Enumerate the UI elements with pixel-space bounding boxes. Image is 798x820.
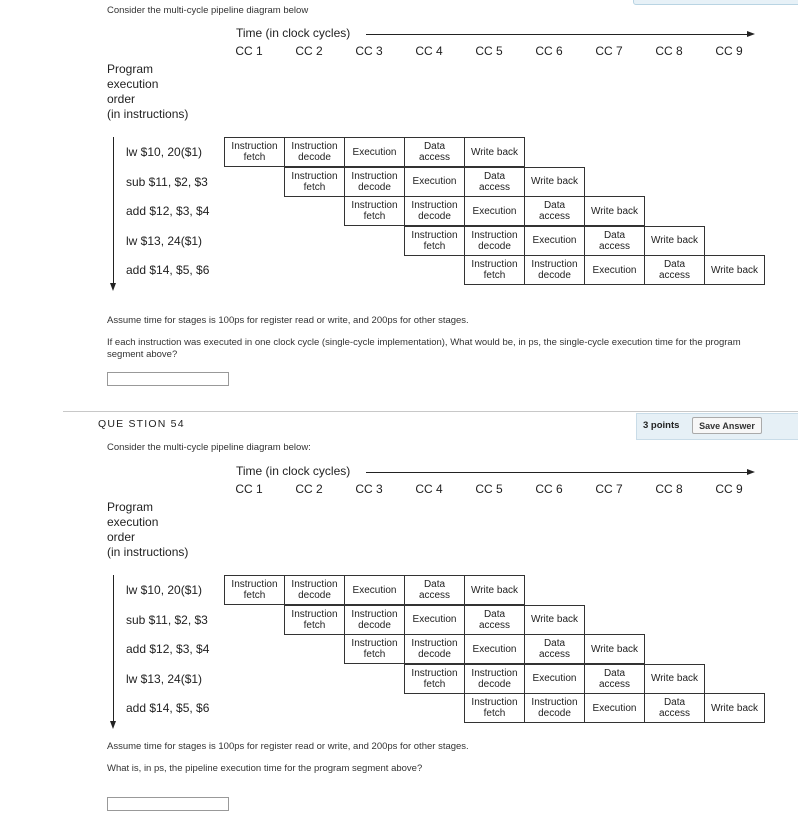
- stage-text-line: fetch: [423, 678, 446, 690]
- cycle-label: CC 9: [715, 44, 743, 58]
- pipeline-stage-cell: [464, 575, 525, 605]
- pipeline-stage-cell: [404, 137, 465, 167]
- program-order-label: (in instructions): [107, 107, 189, 121]
- q54-answer-input[interactable]: [107, 797, 229, 811]
- stage-text-line: fetch: [363, 211, 386, 222]
- question-title: QUE STION 54: [98, 418, 185, 430]
- stage-text: [531, 176, 578, 187]
- pipeline-stage-cell: [524, 255, 585, 285]
- pipeline-diagram-1: [0, 25, 798, 325]
- cycle-label: CC 9: [715, 482, 743, 496]
- order-axis-line: [113, 137, 114, 285]
- stage-text: [471, 259, 517, 281]
- program-order-label: Program: [107, 500, 154, 514]
- stage-text-line: access: [478, 181, 511, 193]
- stage-text-line: Data: [543, 200, 566, 211]
- pipeline-stage-cell: [464, 634, 525, 664]
- time-axis-line: [366, 472, 748, 473]
- stage-text-line: Write back: [470, 146, 519, 158]
- stage-text-line: fetch: [483, 270, 506, 281]
- order-axis-arrowhead: [110, 721, 116, 729]
- stage-text-line: Execution: [532, 673, 577, 684]
- pipeline-stage-cell: [524, 605, 585, 635]
- cycle-label: CC 3: [355, 44, 383, 58]
- pipeline-stage-cell: [644, 255, 705, 285]
- stage-text: [291, 171, 337, 193]
- pipeline-stage-cell: [704, 255, 765, 285]
- time-axis-arrowhead: [747, 469, 755, 475]
- pipeline-stage-cell: [464, 664, 525, 694]
- time-axis-line: [366, 34, 748, 35]
- q54-assume: Assume time for stages is 100ps for register read or write, and 200ps for other stages.: [107, 741, 469, 752]
- cycle-label: CC 6: [535, 482, 563, 496]
- cycle-label: CC 4: [415, 44, 443, 58]
- pipeline-stage-cell: [344, 575, 405, 605]
- stage-text-line: access: [538, 211, 571, 222]
- stage-text: [471, 585, 518, 596]
- cycle-label: CC 7: [595, 482, 623, 496]
- stage-text-line: Execution: [352, 146, 397, 158]
- cycle-label: CC 4: [415, 482, 443, 496]
- q53-answer-input[interactable]: [107, 372, 229, 386]
- stage-text: [473, 206, 517, 217]
- stage-text-line: Data: [483, 608, 506, 620]
- cycle-label: CC 3: [355, 482, 383, 496]
- stage-text: [411, 638, 457, 660]
- stage-text-line: access: [478, 619, 511, 631]
- pipeline-stage-cell: [404, 634, 465, 664]
- pipeline-stage-cell: [524, 664, 585, 694]
- instruction-label: sub $11, $2, $3: [126, 174, 208, 189]
- pipeline-stage-cell: [404, 664, 465, 694]
- stage-text: [353, 585, 397, 596]
- pipeline-stage-cell: [584, 693, 645, 723]
- stage-text-line: fetch: [363, 649, 386, 660]
- time-axis-arrowhead: [747, 31, 755, 37]
- stage-text-line: Instruction: [231, 579, 278, 590]
- stage-text-line: Instruction: [291, 141, 338, 152]
- stage-text: [651, 673, 698, 684]
- cycle-label: CC 8: [655, 44, 683, 58]
- pipeline-stage-cell: [584, 226, 645, 256]
- stage-text-line: fetch: [483, 708, 506, 719]
- stage-text-line: access: [598, 240, 631, 252]
- stage-text-line: access: [658, 708, 691, 719]
- pipeline-stage-cell: [524, 226, 585, 256]
- stage-text-line: Instruction: [471, 229, 518, 241]
- stage-text: [539, 200, 570, 222]
- stage-text-line: Data: [423, 141, 446, 152]
- stage-text-line: Data: [603, 667, 626, 679]
- stage-text: [591, 206, 638, 217]
- pipeline-stage-cell: [284, 137, 345, 167]
- stage-text: [479, 609, 510, 631]
- stage-text-line: Instruction: [411, 667, 458, 679]
- pipeline-stage-cell: [284, 575, 345, 605]
- pipeline-stage-cell: [464, 693, 525, 723]
- stage-text-line: Write back: [710, 264, 759, 276]
- stage-text: [351, 638, 397, 660]
- stage-text-line: fetch: [243, 152, 266, 163]
- stage-text: [351, 609, 397, 631]
- pipeline-stage-cell: [224, 137, 285, 167]
- q54-intro: Consider the multi-cycle pipeline diagram below:: [107, 442, 311, 453]
- stage-text-line: Execution: [472, 205, 517, 217]
- stage-text: [591, 644, 638, 655]
- stage-text: [411, 230, 457, 252]
- pipeline-stage-cell: [704, 693, 765, 723]
- stage-text-line: Instruction: [351, 200, 398, 211]
- stage-text-line: decode: [418, 211, 451, 222]
- stage-text-line: Execution: [592, 702, 637, 714]
- stage-text: [471, 230, 517, 252]
- pipeline-stage-cell: [284, 605, 345, 635]
- pipeline-stage-cell: [524, 196, 585, 226]
- stage-text-line: Instruction: [471, 667, 518, 679]
- stage-text-line: Instruction: [291, 608, 338, 620]
- q54-question: What is, in ps, the pipeline execution time for the program segment above?: [107, 763, 423, 774]
- stage-text-line: access: [418, 152, 451, 163]
- stage-text-line: fetch: [423, 240, 446, 252]
- stage-text-line: Data: [663, 697, 686, 708]
- stage-text-line: Write back: [710, 702, 759, 714]
- stage-text-line: Execution: [412, 176, 457, 187]
- cycle-label: CC 1: [235, 482, 263, 496]
- q53-question: If each instruction was executed in one clock cycle (single-cycle implementation), What would be, in ps, the single-cycle execution time for the program segment above?: [107, 337, 741, 360]
- instruction-label: add $14, $5, $6: [126, 701, 210, 715]
- stage-text-line: Data: [663, 259, 686, 270]
- instruction-label: lw $10, 20($1): [126, 583, 203, 597]
- instruction-label: sub $11, $2, $3: [126, 612, 208, 627]
- stage-text-line: decode: [478, 240, 511, 252]
- stage-text: [533, 235, 577, 246]
- pipeline-stage-cell: [464, 167, 525, 197]
- stage-text-line: Instruction: [351, 638, 398, 649]
- stage-text: [599, 230, 630, 252]
- stage-text: [533, 673, 577, 684]
- stage-text-line: Data: [423, 579, 446, 590]
- stage-text: [419, 579, 450, 601]
- stage-text-line: Instruction: [231, 141, 278, 152]
- stage-text: [351, 171, 397, 193]
- time-axis-label: Time (in clock cycles): [236, 464, 351, 478]
- stage-text-line: Data: [483, 170, 506, 182]
- stage-text-line: Instruction: [411, 229, 458, 241]
- stage-text: [593, 703, 637, 714]
- stage-text-line: Write back: [650, 235, 699, 246]
- stage-text-line: Instruction: [531, 259, 578, 270]
- stage-text-line: Instruction: [411, 638, 458, 649]
- pipeline-stage-cell: [584, 255, 645, 285]
- program-order-label: (in instructions): [107, 545, 189, 559]
- stage-text-line: Data: [543, 638, 566, 649]
- time-axis-label: Time (in clock cycles): [236, 26, 351, 40]
- stage-text-line: Instruction: [411, 200, 458, 211]
- stage-text-line: Write back: [590, 205, 639, 217]
- q53-assume: Assume time for stages is 100ps for register read or write, and 200ps for other stages.: [107, 315, 469, 326]
- stage-text: [473, 644, 517, 655]
- pipeline-stage-cell: [584, 664, 645, 694]
- stage-text-line: Write back: [530, 176, 579, 187]
- pipeline-stage-cell: [464, 226, 525, 256]
- stage-text: [411, 200, 457, 222]
- stage-text: [471, 147, 518, 158]
- stage-text: [659, 259, 690, 281]
- pipeline-stage-cell: [404, 196, 465, 226]
- stage-text: [351, 200, 397, 222]
- pipeline-stage-cell: [284, 167, 345, 197]
- pipeline-stage-cell: [464, 137, 525, 167]
- stage-text-line: Write back: [650, 673, 699, 684]
- stage-text-line: Write back: [470, 584, 519, 596]
- stage-text: [291, 141, 337, 163]
- stage-text: [413, 614, 457, 625]
- cycle-label: CC 5: [475, 482, 503, 496]
- pipeline-stage-cell: [584, 634, 645, 664]
- stage-text: [711, 703, 758, 714]
- stage-text-line: Instruction: [291, 579, 338, 590]
- order-axis-arrowhead: [110, 283, 116, 291]
- stage-text: [659, 697, 690, 719]
- pipeline-stage-cell: [644, 664, 705, 694]
- stage-text-line: decode: [358, 619, 391, 631]
- pipeline-stage-cell: [464, 605, 525, 635]
- instruction-label: add $12, $3, $4: [126, 204, 210, 218]
- stage-text-line: decode: [538, 270, 571, 281]
- stage-text-line: Execution: [532, 235, 577, 246]
- stage-text: [539, 638, 570, 660]
- stage-text: [479, 171, 510, 193]
- stage-text-line: Data: [603, 229, 626, 241]
- cycle-label: CC 8: [655, 482, 683, 496]
- cycle-label: CC 7: [595, 44, 623, 58]
- pipeline-stage-cell: [224, 575, 285, 605]
- instruction-label: lw $10, 20($1): [126, 145, 203, 159]
- cycle-label: CC 5: [475, 44, 503, 58]
- stage-text: [711, 265, 758, 276]
- pipeline-stage-cell: [644, 226, 705, 256]
- stage-text-line: access: [538, 649, 571, 660]
- program-order-label: order: [107, 92, 136, 106]
- stage-text-line: fetch: [243, 590, 266, 601]
- pipeline-stage-cell: [524, 167, 585, 197]
- stage-text: [471, 697, 517, 719]
- stage-text-line: decode: [358, 181, 391, 193]
- pipeline-stage-cell: [344, 137, 405, 167]
- instruction-label: lw $13, 24($1): [126, 671, 203, 686]
- program-order-label: order: [107, 530, 136, 544]
- pipeline-stage-cell: [404, 226, 465, 256]
- pipeline-stage-cell: [344, 634, 405, 664]
- cycle-label: CC 1: [235, 44, 263, 58]
- pipeline-stage-cell: [524, 634, 585, 664]
- program-order-label: execution: [107, 515, 159, 529]
- program-order-label: Program: [107, 62, 154, 76]
- instruction-label: lw $13, 24($1): [126, 233, 203, 248]
- stage-text-line: fetch: [303, 619, 326, 631]
- stage-text-line: Execution: [592, 264, 637, 276]
- stage-text-line: Instruction: [351, 170, 398, 182]
- stage-text-line: Instruction: [471, 259, 518, 270]
- save-answer-button[interactable]: Save Answer: [692, 417, 762, 434]
- stage-text: [411, 668, 457, 690]
- stage-text-line: decode: [538, 708, 571, 719]
- question-divider: [63, 411, 798, 412]
- stage-text-line: Write back: [530, 614, 579, 625]
- pipeline-stage-cell: [344, 196, 405, 226]
- question-points: 3 points: [643, 420, 680, 431]
- cycle-label: CC 6: [535, 44, 563, 58]
- pipeline-stage-cell: [344, 605, 405, 635]
- cycle-label: CC 2: [295, 482, 323, 496]
- stage-text-line: decode: [298, 590, 331, 601]
- stage-text-line: access: [658, 270, 691, 281]
- stage-text: [291, 609, 337, 631]
- instruction-label: add $14, $5, $6: [126, 263, 210, 277]
- stage-text-line: Instruction: [531, 697, 578, 708]
- stage-text-line: Instruction: [291, 170, 338, 182]
- stage-text-line: fetch: [303, 181, 326, 193]
- pipeline-stage-cell: [404, 605, 465, 635]
- stage-text: [651, 235, 698, 246]
- pipeline-stage-cell: [524, 693, 585, 723]
- stage-text: [531, 614, 578, 625]
- pipeline-stage-cell: [464, 255, 525, 285]
- top-panel-edge: [633, 0, 798, 5]
- stage-text-line: Execution: [352, 584, 397, 596]
- stage-text-line: Write back: [590, 643, 639, 655]
- pipeline-stage-cell: [404, 167, 465, 197]
- stage-text-line: Instruction: [471, 697, 518, 708]
- pipeline-stage-cell: [644, 693, 705, 723]
- stage-text: [593, 265, 637, 276]
- stage-text: [291, 579, 337, 601]
- stage-text: [531, 259, 577, 281]
- cycle-label: CC 2: [295, 44, 323, 58]
- stage-text-line: decode: [298, 152, 331, 163]
- pipeline-diagram-2: [0, 463, 798, 763]
- order-axis-line: [113, 575, 114, 723]
- stage-text: [419, 141, 450, 163]
- stage-text: [231, 141, 277, 163]
- stage-text-line: Execution: [412, 614, 457, 625]
- stage-text: [413, 176, 457, 187]
- stage-text-line: decode: [418, 649, 451, 660]
- stage-text: [599, 668, 630, 690]
- pipeline-stage-cell: [584, 196, 645, 226]
- stage-text-line: Instruction: [351, 608, 398, 620]
- stage-text: [471, 668, 517, 690]
- pipeline-stage-cell: [404, 575, 465, 605]
- stage-text-line: access: [418, 590, 451, 601]
- stage-text: [231, 579, 277, 601]
- q53-intro: Consider the multi-cycle pipeline diagram below: [107, 5, 309, 16]
- pipeline-stage-cell: [344, 167, 405, 197]
- stage-text-line: decode: [478, 678, 511, 690]
- program-order-label: execution: [107, 77, 159, 91]
- stage-text: [531, 697, 577, 719]
- stage-text-line: Execution: [472, 643, 517, 655]
- pipeline-stage-cell: [464, 196, 525, 226]
- instruction-label: add $12, $3, $4: [126, 642, 210, 656]
- stage-text-line: access: [598, 678, 631, 690]
- stage-text: [353, 147, 397, 158]
